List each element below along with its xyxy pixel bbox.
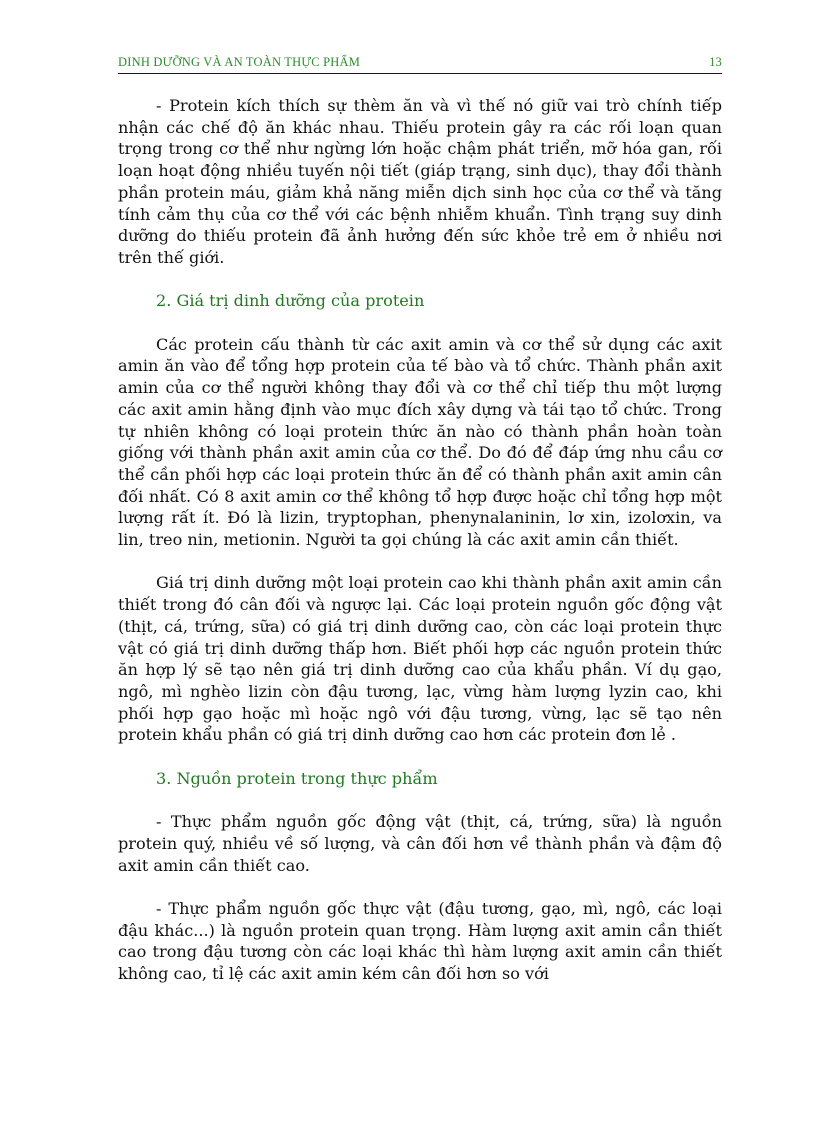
running-header	[118, 55, 722, 75]
header-rule	[118, 73, 722, 74]
body-text	[118, 95, 722, 1006]
section-heading-protein-sources: 3. Nguồn protein trong thực phẩm	[156, 768, 438, 788]
paragraph-plant-sources: - Thực phẩm nguồn gốc thực vật (đậu tương, gạo, mì, ngô, các loại đậu khác...) là nguồn protein quan trọng. Hàm lượng axit amin cần thiết cao trong đậu tương còn các loại khác thì hàm lượng axit amin cần thiết không cao, tỉ lệ các axit amin kém cân đối hơn so với	[118, 898, 722, 984]
paragraph-amino-acids: Các protein cấu thành từ các axit amin và cơ thể sử dụng các axit amin ăn vào để tổng hợp protein của tế bào và tổ chức. Thành phần axit amin của cơ thể người không thay đổi và cơ thể chỉ tiếp thu một lượng các axit amin hằng định vào mục đích xây dựng và tái tạo tổ chức. Trong tự nhiên không có loại protein thức ăn nào có thành phần hoàn toàn giống với thành phần axit amin của cơ thể. Do đó để đáp ứng nhu cầu cơ thể cần phối hợp các loại protein thức ăn để có thành phần axit amin cân đối nhất. Có 8 axit amin cơ thể không tổ hợp được hoặc chỉ tổng hợp một lượng rất ít. Đó là lizin, tryptophan, phenynalaninin, lơ xin, izolơxin, va lin, treo nin, metionin. Người ta gọi chúng là các axit amin cần thiết.	[118, 334, 722, 550]
paragraph-protein-role: - Protein kích thích sự thèm ăn và vì thế nó giữ vai trò chính tiếp nhận các chế độ ăn khác nhau. Thiếu protein gây ra các rối loạn quan trọng trong cơ thể như ngừng lớn hoặc chậm phát triển, mỡ hóa gan, rối loạn hoạt động nhiều tuyến nội tiết (giáp trạng, sinh dục), thay đổi thành phần protein máu, giảm khả năng miễn dịch sinh học của cơ thể và tăng tính cảm thụ của cơ thể với các bệnh nhiễm khuẩn. Tình trạng suy dinh dưỡng do thiếu protein đã ảnh hưởng đến sức khỏe trẻ em ở nhiều nơi trên thế giới.	[118, 96, 722, 267]
page-number: 13	[709, 55, 722, 69]
section-heading-nutritional-value: 2. Giá trị dinh dưỡng của protein	[156, 291, 425, 311]
paragraph-protein-value: Giá trị dinh dưỡng một loại protein cao khi thành phần axit amin cần thiết trong đó cân đối và ngược lại. Các loại protein nguồn gốc động vật (thịt, cá, trứng, sữa) có giá trị dinh dưỡng cao, còn các loại protein thực vật có giá trị dinh dưỡng thấp hơn. Biết phối hợp các nguồn protein thức ăn hợp lý sẽ tạo nên giá trị dinh dưỡng cao của khẩu phần. Ví dụ gạo, ngô, mì nghèo lizin còn đậu tương, lạc, vừng hàm lượng lyzin cao, khi phối hợp gạo hoặc mì hoặc ngô với đậu tương, vừng, lạc sẽ tạo nên protein khẩu phần có giá trị dinh dưỡng cao hơn các protein đơn lẻ .	[118, 573, 722, 745]
running-header-title: DINH DƯỠNG VÀ AN TOÀN THỰC PHẨM	[118, 55, 361, 69]
paragraph-animal-sources: - Thực phẩm nguồn gốc động vật (thịt, cá, trứng, sữa) là nguồn protein quý, nhiều về số lượng, và cân đối hơn về thành phần và đậm độ axit amin cần thiết cao.	[118, 812, 722, 875]
